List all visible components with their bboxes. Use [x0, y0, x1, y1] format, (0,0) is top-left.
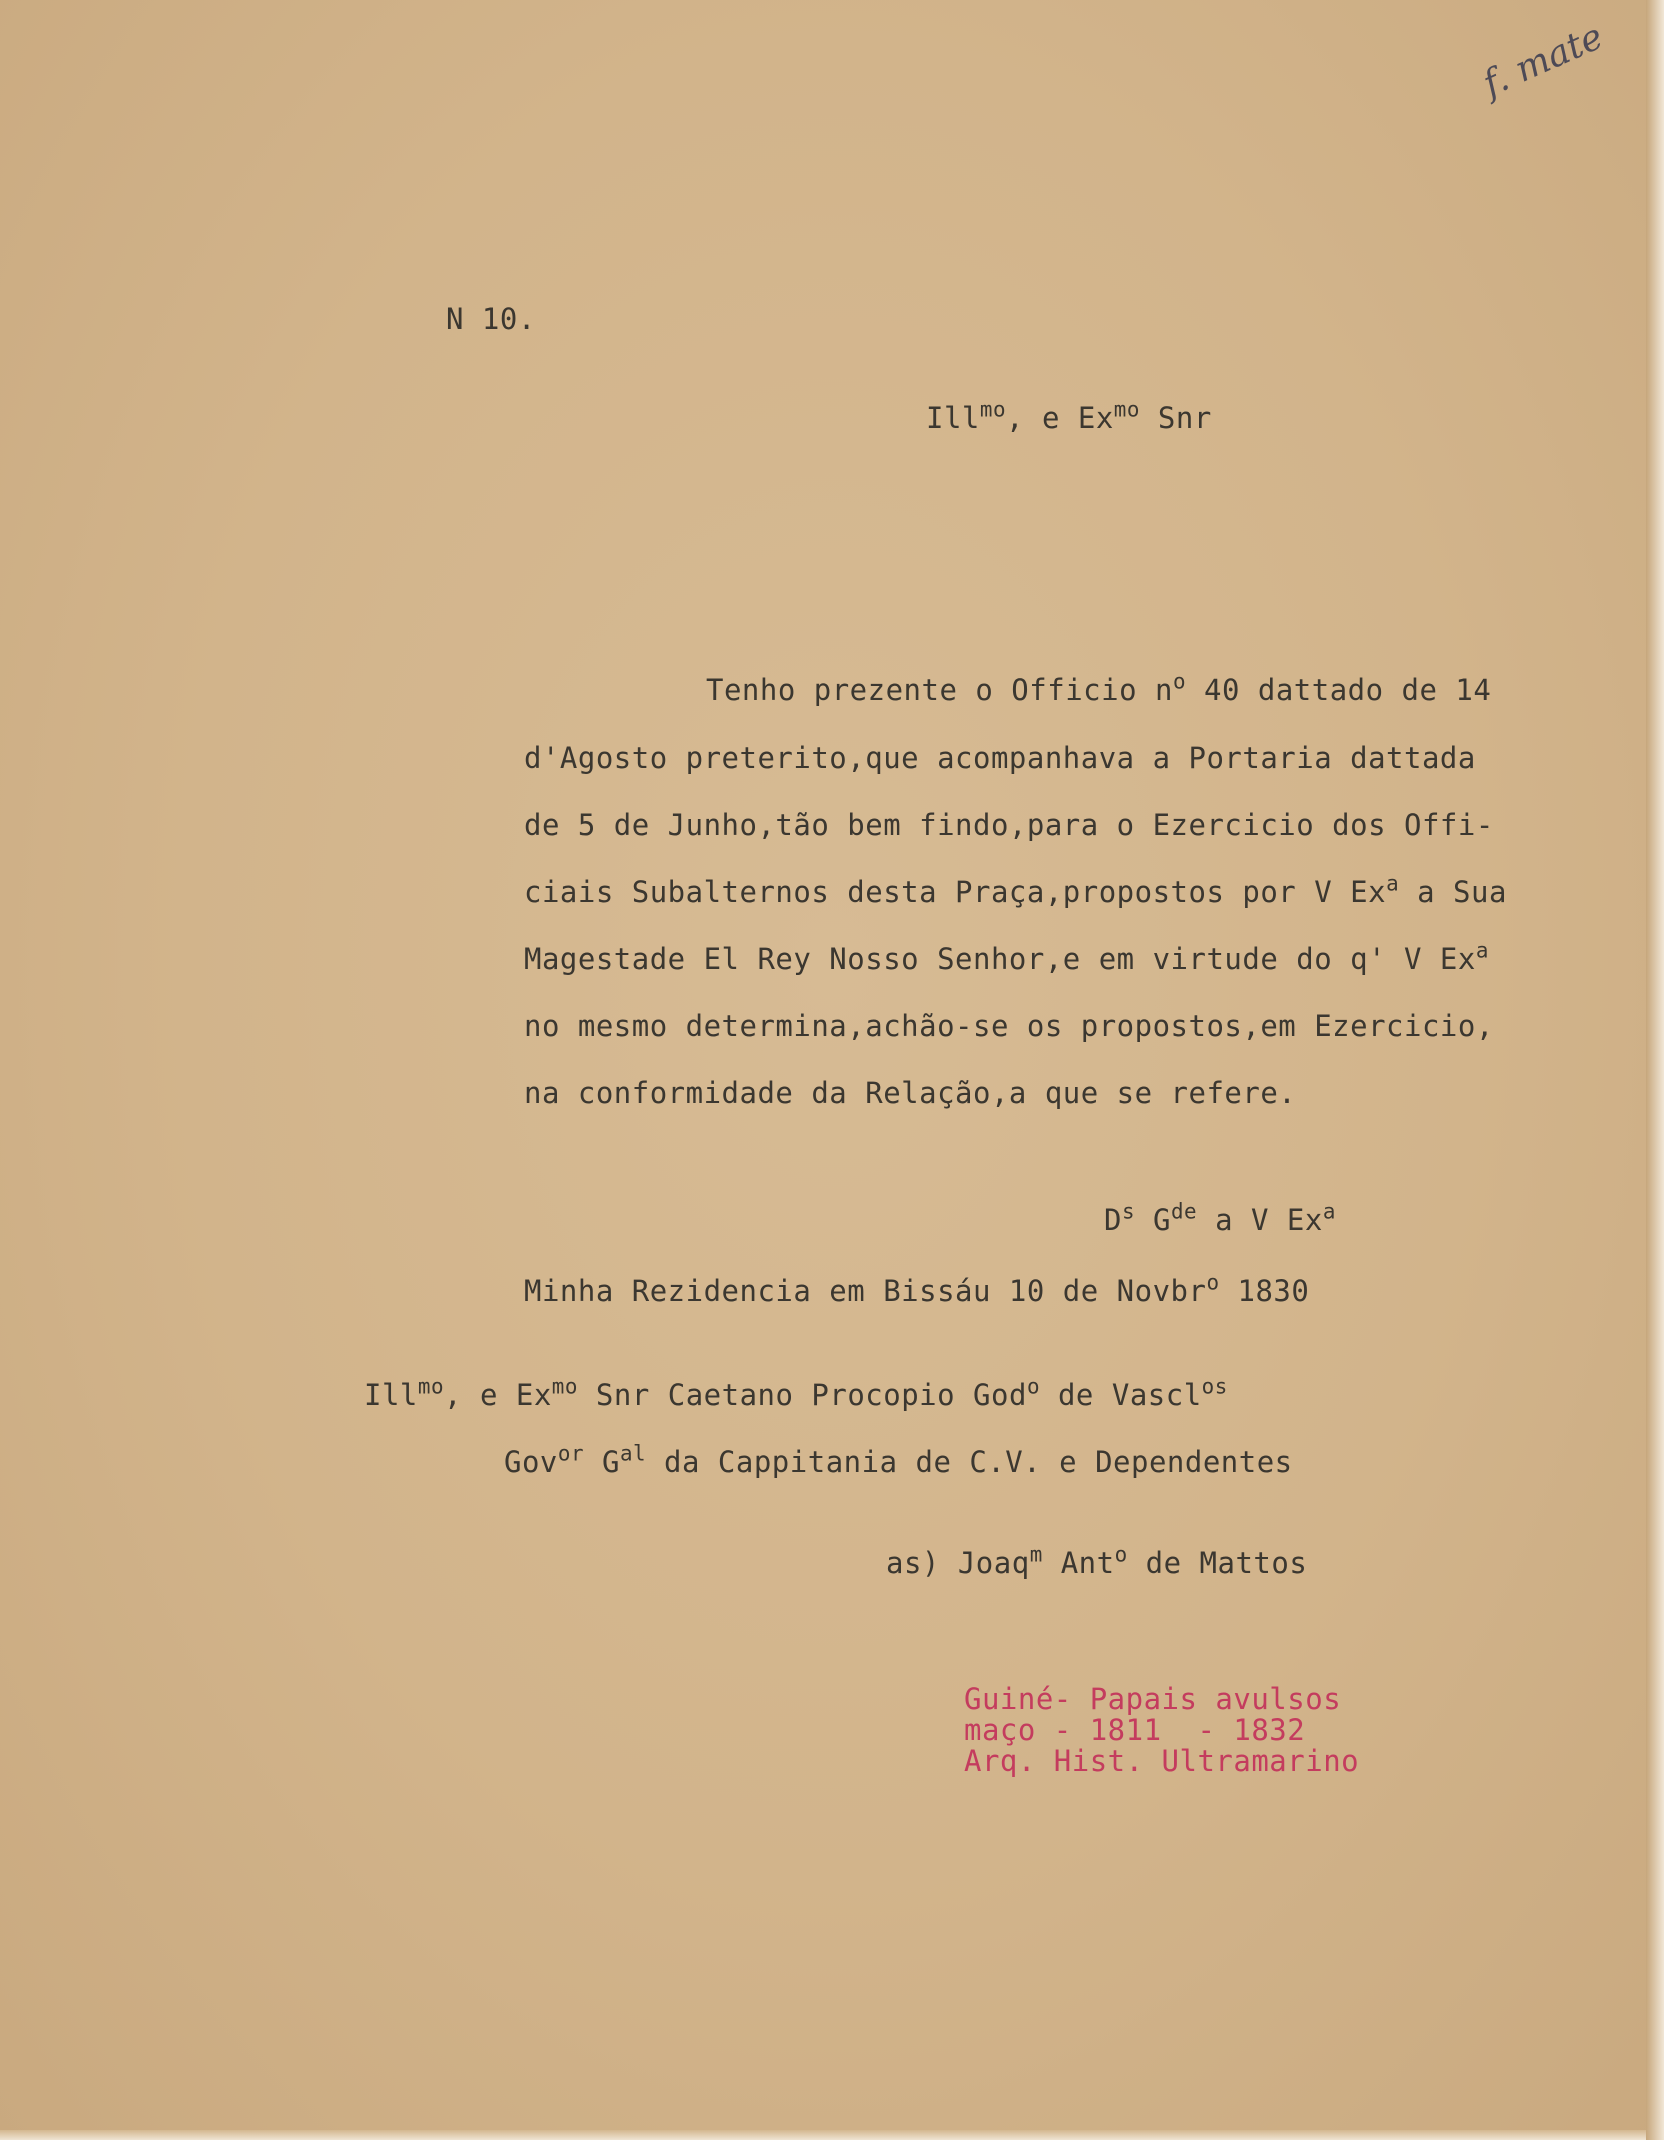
- body-line-6: no mesmo determina,achão-se os propostos,em Ezercicio,: [524, 1009, 1494, 1043]
- closing-formula: $D^s$ $G^{de}$ a V Ex$^a$: [1104, 1199, 1336, 1237]
- handwritten-annotation: f. mate: [1477, 16, 1610, 105]
- stamp-line-2: maço - 1811 - 1832: [964, 1713, 1306, 1747]
- body-line-3: de 5 de Junho,tão bem findo,para o Ezercicio dos Offi-: [524, 808, 1494, 842]
- date-line: Minha Rezidencia em Bissáu 10 de Novbr$^o$ 1830: [524, 1270, 1310, 1308]
- document-number: N 10.: [446, 302, 536, 336]
- body-line-1: Tenho prezente o Officio $n^o$ 40 dattado de 14: [706, 669, 1492, 707]
- body-line-2: d'Agosto preterito,que acompanhava a Portaria dattada: [524, 741, 1476, 775]
- salutation: Ill$^{mo}$, e $Ex^{mo}$ Snr: [926, 397, 1212, 435]
- signature: as) Joaq$^m$ Ant$^o$ de Mattos: [886, 1542, 1308, 1580]
- stamp-line-1: Guiné- Papais avulsos: [964, 1682, 1342, 1716]
- body-line-5: Magestade El Rey Nosso Senhor,e em virtude do q' V Ex$^a$: [524, 938, 1489, 976]
- body-line-4: ciais Subalternos desta Praça,propostos por V Ex$^a$ a Sua: [524, 871, 1507, 909]
- body-line-7: na conformidade da Relação,a que se refere.: [524, 1076, 1297, 1110]
- paper-bottom-edge: [0, 2130, 1664, 2140]
- stamp-line-3: Arq. Hist. Ultramarino: [964, 1744, 1360, 1778]
- addressee-line-1: Ill$^{mo}$, e $Ex^{mo}$ Snr Caetano Procopio God$^o$ de Vascl$^{os}$: [364, 1374, 1228, 1412]
- addressee-line-2: Gov$^{or}$ $G^{al}$ da Cappitania de C.V. e Dependentes: [504, 1441, 1293, 1479]
